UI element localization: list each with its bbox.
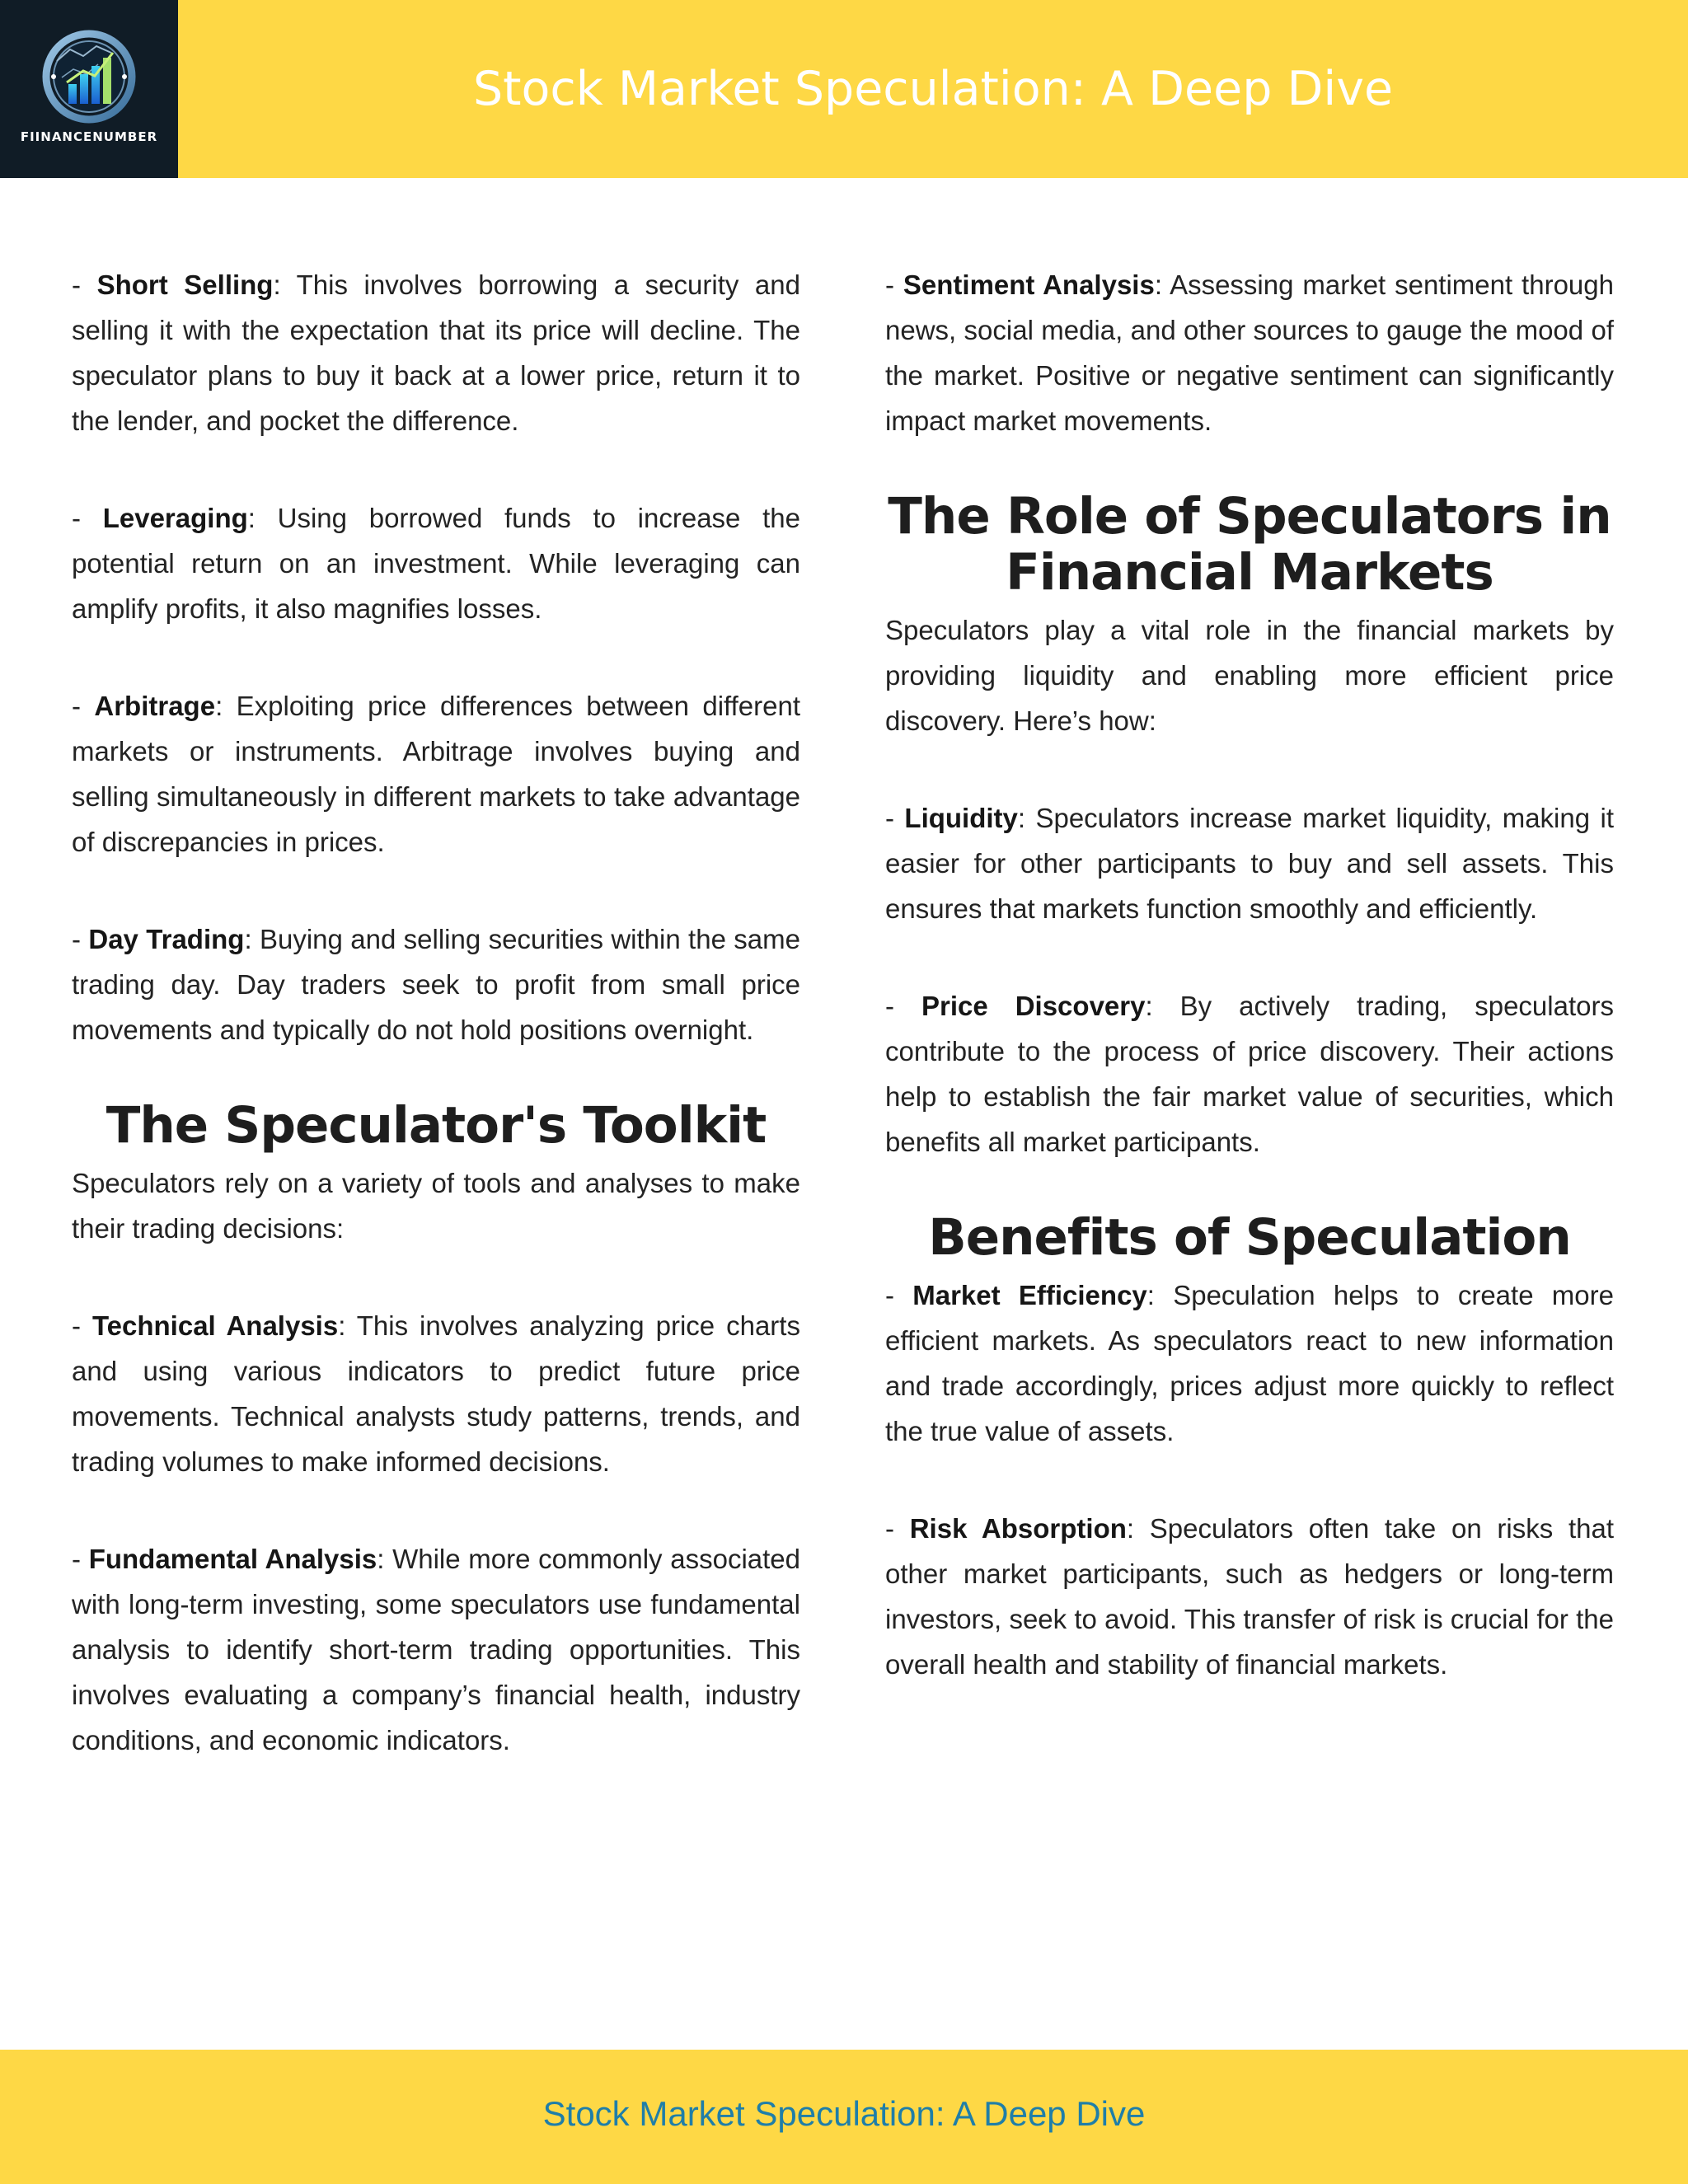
list-item-market-efficiency: - Market Efficiency: Speculation helps to create more efficient markets. As speculators react to new information and trade accordingly, prices adjust more quickly to reflect the true value of assets.: [885, 1280, 1614, 1446]
item-text: : While more commonly associated with long-term investing, some speculators use fundamental analysis to identify short-term trading opportunities. This involves evaluating a company’s financial health, industry conditions, and economic indicators.: [72, 1544, 801, 1755]
item-term: Liquidity: [904, 803, 1018, 833]
list-item-day-trading: - Day Trading: Buying and selling securities within the same trading day. Day traders seek to profit from small price movements and typically do not hold positions overnight.: [72, 924, 800, 1045]
item-term: Risk Absorption: [909, 1513, 1127, 1544]
list-item-short-selling: - Short Selling: This involves borrowing a security and selling it with the expectation that its price will decline. The speculator plans to buy it back at a lower price, return it to the lender, and pocket the difference.: [72, 269, 800, 436]
brand-logo: [0, 0, 178, 178]
item-term: Sentiment Analysis: [903, 269, 1155, 300]
footer-title: Stock Market Speculation: A Deep Dive: [542, 2094, 1146, 2133]
item-term: Leveraging: [102, 503, 248, 533]
header-title: Stock Market Speculation: A Deep Dive: [472, 62, 1394, 116]
item-text: : By actively trading, speculators contribute to the process of price discovery. Their actions help to establish the fair market value of securities, which benefits all market participants.: [885, 991, 1614, 1157]
list-item-technical-analysis: - Technical Analysis: This involves analyzing price charts and using various indicators to predict future price movements. Technical analysts study patterns, trends, and trading volumes to make informed decisions.: [72, 1310, 800, 1477]
logo-emblem-icon: [37, 28, 141, 125]
item-text: : Assessing market sentiment through news, social media, and other sources to gauge the mood of the market. Positive or negative sentiment can significantly impact market movements.: [885, 269, 1614, 436]
right-column: [885, 262, 1614, 1739]
list-item-price-discovery: - Price Discovery: By actively trading, speculators contribute to the process of price discovery. Their actions help to establish the fair market value of securities, which benefits all market participants.: [885, 991, 1614, 1157]
list-item-leveraging: - Leveraging: Using borrowed funds to increase the potential return on an investment. While leveraging can amplify profits, it also magnifies losses.: [72, 503, 800, 624]
item-text: : Speculators often take on risks that other market participants, such as hedgers or long-term investors, seek to avoid. This transfer of risk is crucial for the overall health and stability of financial markets.: [885, 1513, 1614, 1680]
list-item-fundamental-analysis: - Fundamental Analysis: While more commonly associated with long-term investing, some speculators use fundamental analysis to identify short-term trading opportunities. This involves evaluating a company’s financial health, industry conditions, and economic indicators.: [72, 1544, 801, 1755]
item-term: Arbitrage: [94, 691, 216, 721]
item-term: Market Efficiency: [912, 1280, 1147, 1310]
list-item-arbitrage: - Arbitrage: Exploiting price differences between different markets or instruments. Arbitrage involves buying and selling simultaneously in different markets to take advantage of discrepancies in prices.: [72, 691, 800, 857]
item-text: : This involves borrowing a security and selling it with the expectation that its price will decline. The speculator plans to buy it back at a lower price, return it to the lender, and pocket the difference.: [72, 269, 800, 436]
item-text: : Speculation helps to create more efficient markets. As speculators react to new information and trade accordingly, prices adjust more quickly to reflect the true value of assets.: [885, 1280, 1614, 1446]
toolkit-heading: The Speculator's Toolkit: [106, 1096, 767, 1155]
item-text: : Buying and selling securities within the same trading day. Day traders seek to profit from small price movements and typically do not hold positions overnight.: [72, 924, 800, 1045]
item-text: : This involves analyzing price charts and using various indicators to predict future price movements. Technical analysts study patterns, trends, and trading volumes to make informed decisions.: [72, 1310, 800, 1477]
list-item-risk-absorption: - Risk Absorption: Speculators often take on risks that other market participants, such as hedgers or long-term investors, seek to avoid. This transfer of risk is crucial for the overall health and stability of financial markets.: [885, 1513, 1614, 1680]
item-text: : Exploiting price differences between different markets or instruments. Arbitrage involves buying and selling simultaneously in different markets to take advantage of discrepancies in prices.: [72, 691, 800, 857]
list-item-sentiment-analysis: - Sentiment Analysis: Assessing market sentiment through news, social media, and other sources to gauge the mood of the market. Positive or negative sentiment can significantly impact market movements.: [885, 269, 1614, 436]
item-text: : Using borrowed funds to increase the potential return on an investment. While leveraging can amplify profits, it also magnifies losses.: [72, 503, 800, 624]
item-term: Fundamental Analysis: [88, 1544, 377, 1574]
role-heading: The Role of Speculators in Financial Markets: [888, 487, 1611, 602]
logo-text: FIINANCENUMBER: [20, 129, 158, 144]
item-term: Short Selling: [96, 269, 274, 300]
role-intro: Speculators play a vital role in the financial markets by providing liquidity and enabling more efficient price discovery. Here’s how:: [885, 615, 1614, 736]
left-column: [72, 262, 800, 1815]
item-text: : Speculators increase market liquidity, making it easier for other participants to buy and sell assets. This ensures that markets function smoothly and efficiently.: [885, 803, 1614, 924]
page-header: [0, 0, 1688, 178]
benefits-heading: Benefits of Speculation: [928, 1208, 1571, 1267]
toolkit-intro: Speculators rely on a variety of tools and analyses to make their trading decisions:: [72, 1168, 800, 1244]
item-term: Price Discovery: [921, 991, 1146, 1021]
page-footer: [0, 2050, 1688, 2184]
list-item-liquidity: - Liquidity: Speculators increase market liquidity, making it easier for other participants to buy and sell assets. This ensures that markets function smoothly and efficiently.: [885, 803, 1614, 924]
item-term: Technical Analysis: [91, 1310, 339, 1341]
item-term: Day Trading: [88, 924, 245, 954]
